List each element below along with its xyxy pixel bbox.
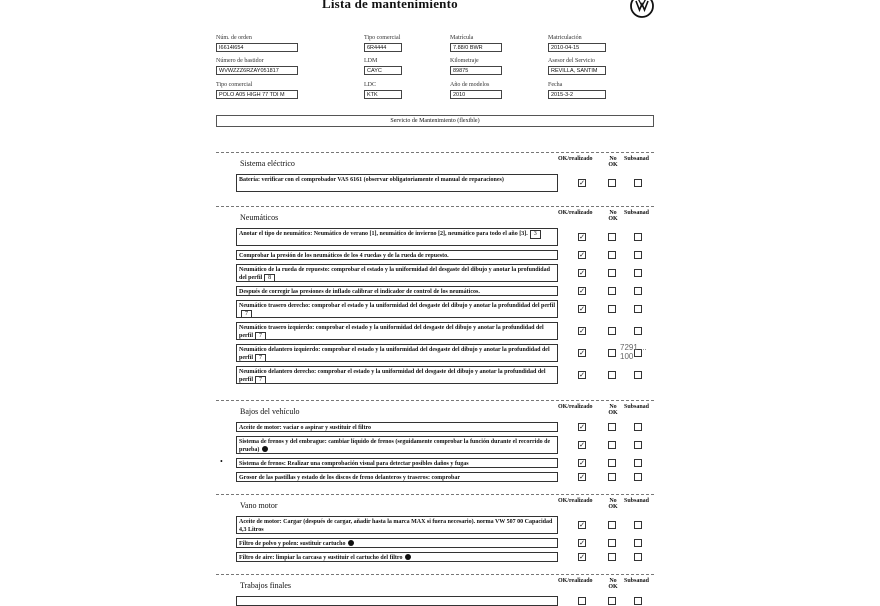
column-no-ok-header: No OK [608,498,618,510]
section-title: Sistema eléctrico [240,159,295,168]
tread-depth-field[interactable]: 3 [530,230,541,239]
document-title: Lista de mantenimiento [322,0,458,11]
ok-checkbox[interactable]: ✓ [579,423,585,431]
header-label: Año de modelos [450,82,490,88]
section-divider [216,574,654,575]
ok-checkbox[interactable]: ✓ [579,441,585,449]
header-value: 2010 [450,90,502,99]
item-text: Neumático delantero derecho: comprobar el estado y la uniformidad del desgaste del dibujo y anotar la profundidad del perfil [239,369,546,383]
header-label: Matrícula [450,35,474,41]
section-title: Bajos del vehículo [240,407,300,416]
item-text: Comprobar la presión de los neumáticos de los 4 ruedas y de la rueda de repuesto. [239,253,449,259]
column-subsanado-header: Subsanad [624,404,650,410]
no-ok-checkbox[interactable] [608,459,616,467]
column-ok-header: OK/realizado [558,404,593,410]
checklist-item [236,250,558,260]
volkswagen-logo-icon [630,0,654,18]
ok-checkbox[interactable]: ✓ [579,459,585,467]
header-value: CAYC [364,66,402,75]
no-ok-checkbox[interactable] [608,349,616,357]
item-text: Grosor de las pastillas y estado de los discos de freno delanteros y traseros: comprobar [239,475,460,481]
header-value: POLO A05 HIGH 77 TDI M [216,90,298,99]
no-ok-checkbox[interactable] [608,371,616,379]
header-label: Tipo comercial [364,35,401,41]
no-ok-checkbox[interactable] [608,233,616,241]
tread-depth-field[interactable]: 7 [255,332,266,340]
section-divider [216,152,654,153]
item-text: Después de corregir las presiones de inflado calibrar el indicador de control de los neumáticos. [239,289,480,295]
item-text: Batería: verificar con el comprobador VAS 6161 (observar obligatoriamente el manual de reparaciones) [239,177,504,183]
checklist-item [236,436,558,454]
item-text: Filtro de polvo y polen: sustituir cartucho [239,541,346,547]
ok-checkbox[interactable]: ✓ [579,179,585,187]
item-text: Aceite de motor: vaciar o aspirar y sustituir el filtro [239,425,372,431]
no-ok-checkbox[interactable] [608,539,616,547]
header-label: Asesor del Servicio [548,58,595,64]
subsanado-checkbox[interactable] [634,441,642,449]
section-title: Trabajos finales [240,581,292,590]
no-ok-checkbox[interactable] [608,441,616,449]
section-divider [216,494,654,495]
header-label: Núm. de orden [216,35,252,41]
header-value: REVILLA, SANTIM [548,66,606,75]
subsanado-checkbox[interactable] [634,287,642,295]
column-subsanado-header: Subsanad [624,578,650,584]
no-ok-checkbox[interactable] [608,553,616,561]
column-subsanado-header: Subsanad [624,156,650,162]
column-subsanado-header: Subsanad [624,498,650,504]
checklist-item [236,300,558,318]
column-ok-header: OK/realizado [558,156,593,162]
header-label: Kilometraje [450,58,479,64]
header-value: I6614I654 [216,43,298,52]
item-text: Filtro de aire: limpiar la carcasa y sustituir el cartucho del filtro [239,555,403,561]
header-value: 2010-04-15 [548,43,606,52]
item-text: Sistema de frenos: Realizar una comprobación visual para detectar posibles daños y fugas [239,461,469,467]
ok-checkbox[interactable]: ✓ [579,521,585,529]
tread-depth-field[interactable]: 8 [264,274,275,282]
column-no-ok-header: No OK [608,156,618,168]
checklist-item [236,458,558,468]
no-ok-checkbox[interactable] [608,521,616,529]
column-no-ok-header: No OK [608,404,618,416]
checklist-item [236,286,558,296]
section-divider [216,400,654,401]
ok-checkbox[interactable]: ✓ [579,251,585,259]
item-text: Aceite de motor: Cargar (después de cargar, añadir hasta la marca MAX si fuera necesario). norma VW 507 00 Capacidad 4,3 Litros [239,519,553,533]
subsanado-checkbox[interactable] [634,233,642,241]
filled-dot-icon [405,554,411,560]
subsanado-checkbox[interactable] [634,327,642,335]
ok-checkbox[interactable]: ✓ [579,287,585,295]
checklist-item [236,174,558,192]
checklist-item [236,538,558,548]
section-title: Vano motor [240,501,278,510]
no-ok-checkbox[interactable] [608,305,616,313]
filled-dot-icon [262,446,268,452]
ok-checkbox[interactable]: ✓ [579,371,585,379]
header-value: 7.88/0 BWR [450,43,502,52]
checklist-item [236,516,558,534]
subsanado-checkbox[interactable] [634,371,642,379]
no-ok-checkbox[interactable] [608,251,616,259]
checklist-item [236,264,558,282]
header-value: 2015-3-2 [548,90,606,99]
filled-dot-icon [348,540,354,546]
ok-checkbox[interactable]: ✓ [579,473,585,481]
bullet-mark-icon: • [220,457,223,466]
subsanado-checkbox[interactable] [634,305,642,313]
ok-checkbox[interactable]: ✓ [579,269,585,277]
header-label: LDM [364,58,378,64]
stamp-text: 7291 ... 100 [620,343,647,361]
header-label: Fecha [548,82,563,88]
ok-checkbox[interactable]: ✓ [579,305,585,313]
header-value: WVWZZZ6RZAY051817 [216,66,298,75]
checklist-item [236,366,558,384]
ok-checkbox[interactable] [578,597,586,605]
checklist-item [236,228,558,246]
ok-checkbox[interactable]: ✓ [579,327,585,335]
item-text: Neumático trasero derecho: comprobar el estado y la uniformidad del desgaste del dibujo y anotar la profundidad del perfil [239,303,556,309]
item-text: Sistema de frenos y del embrague: cambiar líquido de frenos (seguidamente comprobar la función durante el recorrido de prueba) [239,439,551,453]
checklist-item [236,472,558,482]
subsanado-checkbox[interactable] [634,459,642,467]
header-label: Matriculación [548,35,582,41]
no-ok-checkbox[interactable] [608,597,616,605]
header-label: Tipo comercial [216,82,253,88]
no-ok-checkbox[interactable] [608,423,616,431]
tread-depth-field[interactable]: 7 [255,376,266,384]
subsanado-checkbox[interactable] [634,553,642,561]
subsanado-checkbox[interactable] [634,179,642,187]
item-text: Neumático delantero izquierdo: comprobar el estado y la uniformidad del desgaste del dibujo y anotar la profundidad del perfil [239,347,550,361]
checklist-item [236,422,558,432]
checklist-item [236,596,558,606]
header-value: KTK [364,90,402,99]
column-no-ok-header: No OK [608,210,618,222]
no-ok-checkbox[interactable] [608,327,616,335]
ok-checkbox[interactable]: ✓ [579,539,585,547]
header-label: LDC [364,82,376,88]
subsanado-checkbox[interactable] [634,423,642,431]
checklist-item [236,552,558,562]
column-ok-header: OK/realizado [558,210,593,216]
header-value: 6R4444 [364,43,402,52]
column-subsanado-header: Subsanad [624,210,650,216]
header-value: 89875 [450,66,502,75]
maintenance-sheet [214,0,656,600]
subsanado-checkbox[interactable] [634,269,642,277]
tread-depth-field[interactable]: 7 [241,310,252,318]
item-text: Anotar el tipo de neumático: Neumático de verano [1], neumático de invierno [2], neumático para todo el año [3]. [239,231,528,237]
ok-checkbox[interactable]: ✓ [579,553,585,561]
header-label: Número de bastidor [216,58,264,64]
ok-checkbox[interactable]: ✓ [579,349,585,357]
no-ok-checkbox[interactable] [608,287,616,295]
subsanado-checkbox[interactable] [634,521,642,529]
item-text: Neumático trasero izquierdo: comprobar el estado y la uniformidad del desgaste del dibujo y anotar la profundidad del perfil [239,325,544,339]
column-ok-header: OK/realizado [558,578,593,584]
column-ok-header: OK/realizado [558,498,593,504]
subsanado-checkbox[interactable] [634,251,642,259]
section-title: Neumáticos [240,213,279,222]
tread-depth-field[interactable]: 7 [255,354,266,362]
subsanado-checkbox[interactable] [634,473,642,481]
subsanado-checkbox[interactable] [634,597,642,605]
no-ok-checkbox[interactable] [608,179,616,187]
ok-checkbox[interactable]: ✓ [579,233,585,241]
item-text: Neumático de la rueda de repuesto: comprobar el estado y la uniformidad del desgaste del dibujo y anotar la profundidad del perfil [239,267,550,281]
no-ok-checkbox[interactable] [608,473,616,481]
column-no-ok-header: No OK [608,578,618,590]
service-type-label: Servicio de Mantenimiento (flexible) [216,115,654,127]
no-ok-checkbox[interactable] [608,269,616,277]
subsanado-checkbox[interactable] [634,539,642,547]
section-divider [216,206,654,207]
checklist-item [236,344,558,362]
checklist-item [236,322,558,340]
